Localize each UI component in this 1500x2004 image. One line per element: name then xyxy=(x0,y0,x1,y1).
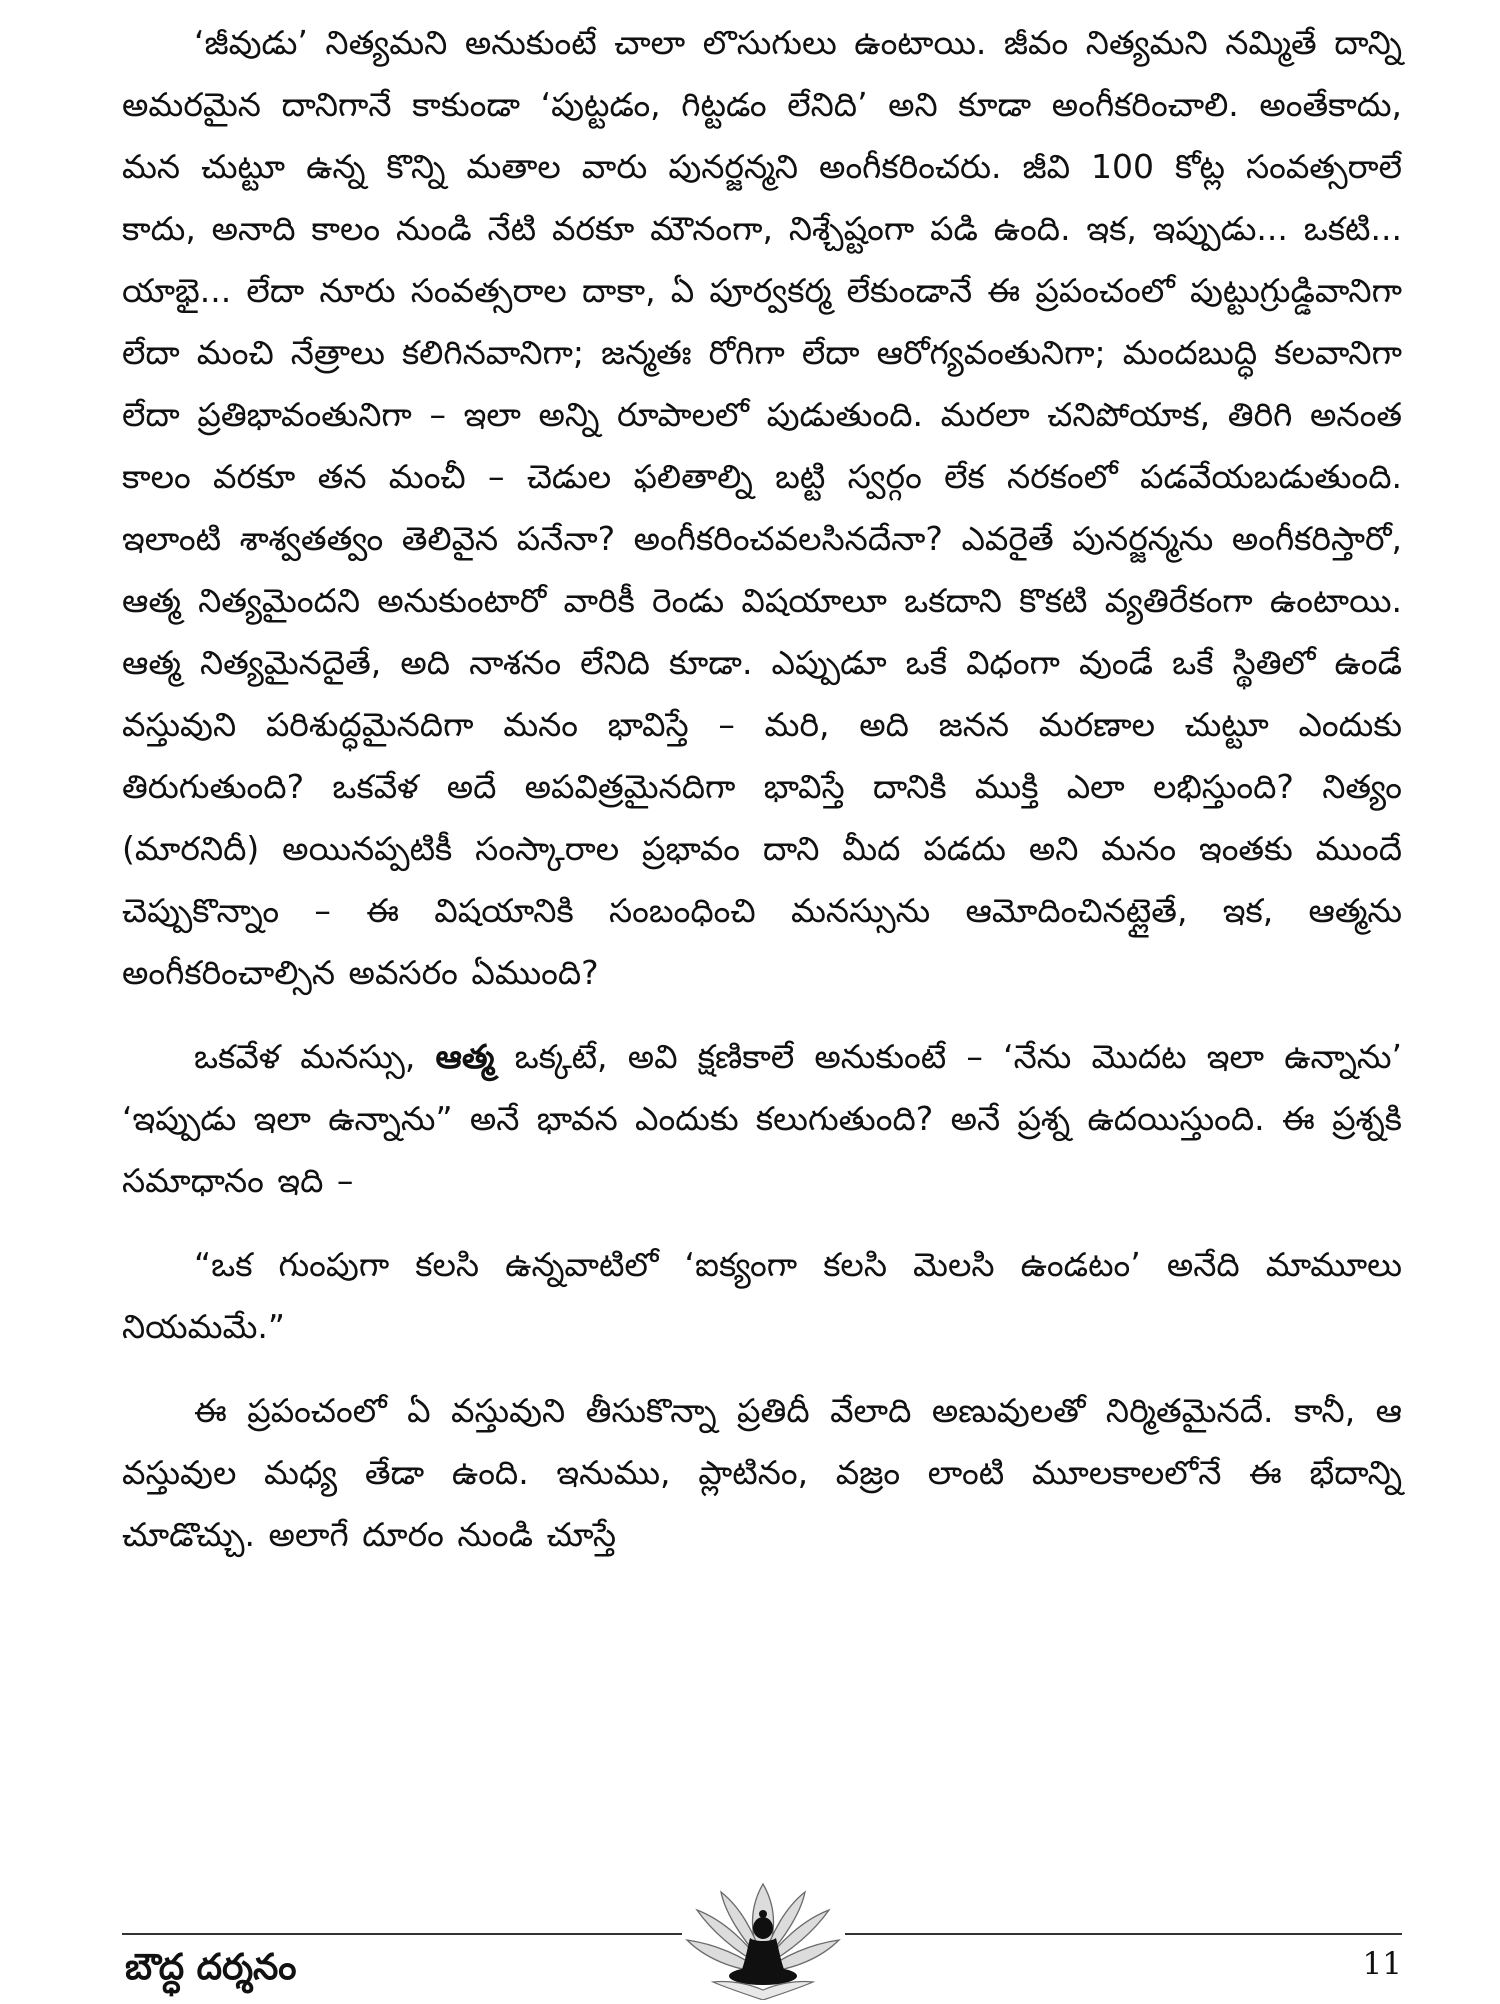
bold-term: ఆత్మ xyxy=(435,1037,495,1076)
footer-rule-right xyxy=(845,1933,1402,1935)
page-number: 11 xyxy=(1362,1946,1402,1982)
paragraph-1: ‘జీవుడు’ నిత్యమని అనుకుంటే చాలా లొసుగులు ఉంటాయి. జీవం నిత్యమని నమ్మితే దాన్ని అమరమైన దానిగానే కాకుండా ‘పుట్టడం, గిట్టడం లేనిది’ అని కూడా అంగీకరించాలి. అంతేకాదు, మన చుట్టూ ఉన్న కొన్ని మతాల వారు పునర్జన్మని అంగీకరించరు. జీవి 100 కోట్ల సంవత్సరాలే కాదు, అనాది కాలం నుండి నేటి వరకూ మౌనంగా, నిశ్చేష్టంగా పడి ఉంది. ఇక, ఇప్పుడు... ఒకటి... యాభై... లేదా నూరు సంవత్సరాల దాకా, ఏ పూర్వకర్మ లేకుండానే ఈ ప్రపంచంలో పుట్టుగ్రుడ్డివానిగా లేదా మంచి నేత్రాలు కలిగినవానిగా; జన్మతః రోగిగా లేదా ఆరోగ్యవంతునిగా; మందబుద్ధి కలవానిగా లేదా ప్రతిభావంతునిగా – ఇలా అన్ని రూపాలలో పుడుతుంది. మరలా చనిపోయాక, తిరిగి అనంత కాలం వరకూ తన మంచీ – చెడుల ఫలితాల్ని బట్టి స్వర్గం లేక నరకంలో పడవేయబడుతుంది. ఇలాంటి శాశ్వతత్వం తెలివైన పనేనా? అంగీకరించవలసినదేనా? ఎవరైతే పునర్జన్మను అంగీకరిస్తారో, ఆత్మ నిత్యమైందని అనుకుంటారో వారికీ రెండు విషయాలూ ఒకదాని కొకటి వ్యతిరేకంగా ఉంటాయి. ఆత్మ నిత్యమైనదైతే, అది నాశనం లేనిది కూడా. ఎప్పుడూ ఒకే విధంగా వుండే ఒకే స్థితిలో ఉండే వస్తువుని పరిశుద్ధమైనదిగా మనం భావిస్తే – మరి, అది జనన మరణాల చుట్టూ ఎందుకు తిరుగుతుంది? ఒకవేళ అదే అపవిత్రమైనదిగా భావిస్తే దానికి ముక్తి ఎలా లభిస్తుంది? నిత్యం (మారనిదీ) అయినప్పటికీ సంస్కారాల ప్రభావం దాని మీద పడదు అని మనం ఇంతకు ముందే చెప్పుకొన్నాం – ఈ విషయానికి సంబంధించి మనస్సును ఆమోదించినట్లైతే, ఇక, ఆత్మను అంగీకరించాల్సిన అవసరం ఏముంది? xyxy=(122,23,1402,992)
lotus-buddha-icon xyxy=(683,1878,843,2000)
footer-rule-left xyxy=(122,1933,682,1935)
quoted-paragraph: “ఒక గుంపుగా కలసి ఉన్నవాటిలో ‘ఐక్యంగా కలసి మెలసి ఉండటం’ అనేది మామూలు నియమమే.” xyxy=(122,1245,1402,1346)
paragraph-2-rest: ఒక్కటే, అవి క్షణికాలే అనుకుంటే – ‘నేను మొదట ఇలా ఉన్నాను’ ‘ఇప్పుడు ఇలా ఉన్నాను” అనే భావన ఎందుకు కలుగుతుంది? అనే ప్రశ్న ఉదయిస్తుంది. ఈ ప్రశ్నకి సమాధానం ఇది – xyxy=(122,1037,1402,1200)
body-text xyxy=(122,12,1402,1566)
paragraph-2-lead: ఒకవేళ మనస్సు, xyxy=(194,1037,436,1076)
paragraph-4: ఈ ప్రపంచంలో ఏ వస్తువుని తీసుకొన్నా ప్రతిదీ వేలాది అణువులతో నిర్మితమైనదే. కానీ, ఆ వస్తువుల మధ్య తేడా ఉంది. ఇనుము, ప్లాటినం, వజ్రం లాంటి మూలకాలలోనే ఈ భేదాన్ని చూడొచ్చు. అలాగే దూరం నుండి చూస్తే xyxy=(122,1391,1402,1554)
book-title: బౌద్ధ దర్శనం xyxy=(125,1947,297,1988)
paragraph-2 xyxy=(122,1026,1402,1212)
